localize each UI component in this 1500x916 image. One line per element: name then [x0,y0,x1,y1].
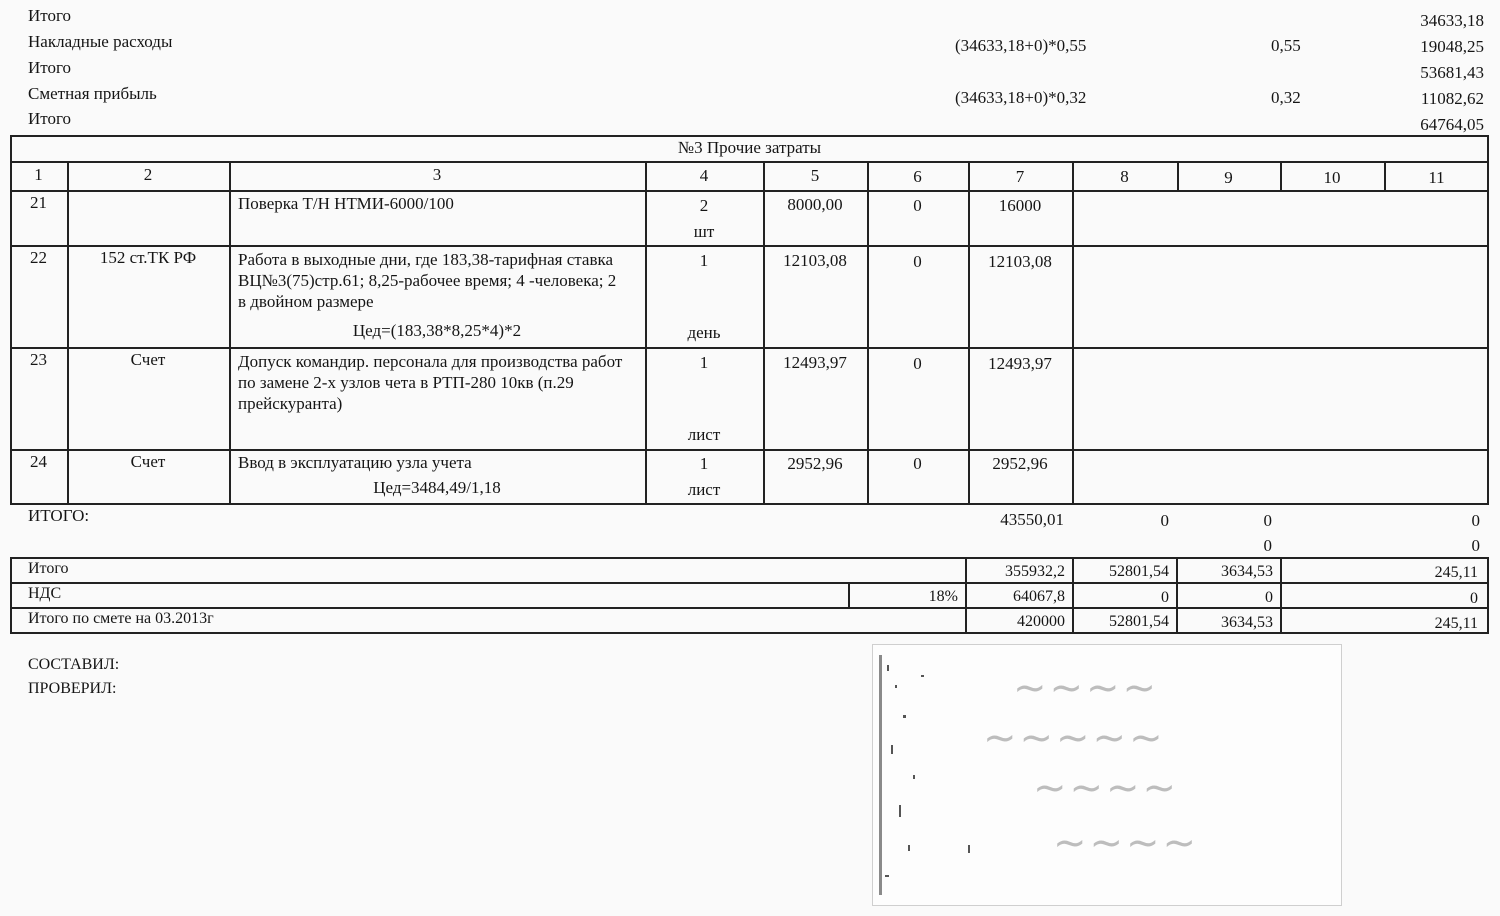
scan-speck [891,745,893,754]
row-name: Ввод в эксплуатацию узла учета [238,453,472,472]
totals-col9: 3634,53 [1221,614,1273,631]
summary-value: 19048,25 [1420,37,1484,56]
row-name: Поверка Т/Н НТМИ-6000/100 [238,194,454,213]
row-unit: лист [687,425,721,444]
section-total-col9b: 0 [1263,536,1272,555]
totals-col8: 0 [1161,589,1169,606]
vline [1072,161,1074,505]
hline [10,161,1489,163]
handwriting-mark: ~~~~ [1053,820,1200,866]
handwriting-mark: ~~~~ [1033,765,1180,811]
col-number: 2 [143,165,153,184]
summary-formula: (34633,18+0)*0,32 [955,88,1087,107]
row-number: 23 [30,350,47,369]
scan-speck [885,875,889,877]
totals-col7: 355932,2 [1005,563,1065,580]
section-title: №3 Прочие затраты [677,138,822,157]
handwriting-mark: ~~~~~ [983,715,1166,761]
scan-speck [921,675,924,677]
summary-value: 11082,62 [1420,89,1484,108]
row-number: 21 [30,193,47,212]
summary-label: Итого [28,6,72,25]
totals-col8: 52801,54 [1109,613,1169,630]
scanned-note [872,644,1342,906]
col-number: 11 [1428,168,1445,187]
col-number: 3 [432,165,442,184]
hline [10,449,1489,451]
scan-speck [913,775,915,779]
row-formula: Цед=(183,38*8,25*4)*2 [352,321,522,340]
section-total-label: ИТОГО: [28,506,90,525]
row-basis: Счет [130,452,166,471]
section-total-col8: 0 [1160,511,1169,530]
row-col6: 0 [913,454,922,473]
scan-speck [968,845,970,853]
summary-label: Сметная прибыль [28,84,157,103]
row-number: 24 [30,452,47,471]
row-name: Работа в выходные дни, где 183,38-тарифная ставка ВЦ№3(75)стр.61; 8,25-рабочее время; 4 -человека; 2 в двойном размере [238,250,617,311]
col-number: 1 [34,165,43,184]
summary-value: 53681,43 [1420,63,1484,82]
scan-speck [908,845,910,851]
scan-speck [899,805,901,817]
row-col6: 0 [913,354,922,373]
summary-label: Накладные расходы [28,32,173,51]
section-total-col11b: 0 [1471,536,1480,555]
section-total-value: 43550,01 [1000,510,1064,529]
summary-label: Итого [28,109,72,128]
hline [10,245,1489,247]
row-qty: 1 [699,454,709,473]
col-number: 9 [1224,168,1233,187]
summary-value: 64764,05 [1420,115,1484,134]
totals-col11: 245,11 [1434,564,1478,581]
totals-col8: 52801,54 [1109,563,1169,580]
row-basis: Счет [130,350,166,369]
hline [10,190,1489,192]
checked-by-label: ПРОВЕРИЛ: [28,680,117,697]
totals-col11: 245,11 [1434,615,1478,632]
row-basis: 152 ст.ТК РФ [99,248,197,267]
row-total: 16000 [998,196,1042,215]
summary-coef: 0,55 [1271,36,1301,55]
scan-speck [887,665,889,671]
col-number: 7 [1015,167,1025,186]
row-price: 2952,96 [787,454,843,473]
summary-label: Итого [28,58,72,77]
row-price: 12493,97 [783,353,847,372]
totals-label: Итого по смете на 03.2013г [28,610,214,627]
row-unit: день [687,323,721,342]
scan-edge [879,655,882,895]
scan-speck [895,685,897,688]
totals-label: НДС [28,585,62,602]
row-total: 2952,96 [992,454,1048,473]
totals-col9: 3634,53 [1221,563,1273,580]
totals-col7: 420000 [1017,613,1065,630]
scan-speck [903,715,906,718]
row-unit: шт [693,222,715,241]
row-number: 22 [30,248,47,267]
hline [10,582,1489,584]
row-unit: лист [687,480,721,499]
summary-formula: (34633,18+0)*0,55 [955,36,1087,55]
row-total: 12103,08 [988,252,1052,271]
row-col6: 0 [913,252,922,271]
col-number: 4 [699,166,709,185]
col-number: 8 [1120,167,1129,186]
compiled-by-label: СОСТАВИЛ: [28,656,120,673]
col-number: 6 [913,167,922,186]
summary-value: 34633,18 [1420,11,1484,30]
totals-pct: 18% [928,588,958,605]
row-price: 8000,00 [787,195,843,214]
row-name: Допуск командир. персонала для производства работ по замене 2-х узлов чета в РТП-280 10кв (п.29 прейскуранта) [238,352,623,413]
row-qty: 1 [699,251,709,270]
col-number: 10 [1323,168,1341,187]
row-price: 12103,08 [783,251,847,270]
totals-label: Итого [28,560,69,577]
section-total-col11: 0 [1471,511,1480,530]
row-formula: Цед=3484,49/1,18 [373,478,501,497]
row-total: 12493,97 [988,354,1052,373]
row-qty: 2 [699,196,709,215]
row-col6: 0 [913,196,922,215]
summary-coef: 0,32 [1271,88,1301,107]
handwriting-mark: ~~~~ [1013,665,1160,711]
hline [10,347,1489,349]
totals-col9: 0 [1265,589,1273,606]
row-qty: 1 [699,353,709,372]
col-number: 5 [810,166,820,185]
totals-col7: 64067,8 [1013,588,1065,605]
totals-col11: 0 [1470,590,1478,607]
section-total-col9: 0 [1263,511,1272,530]
